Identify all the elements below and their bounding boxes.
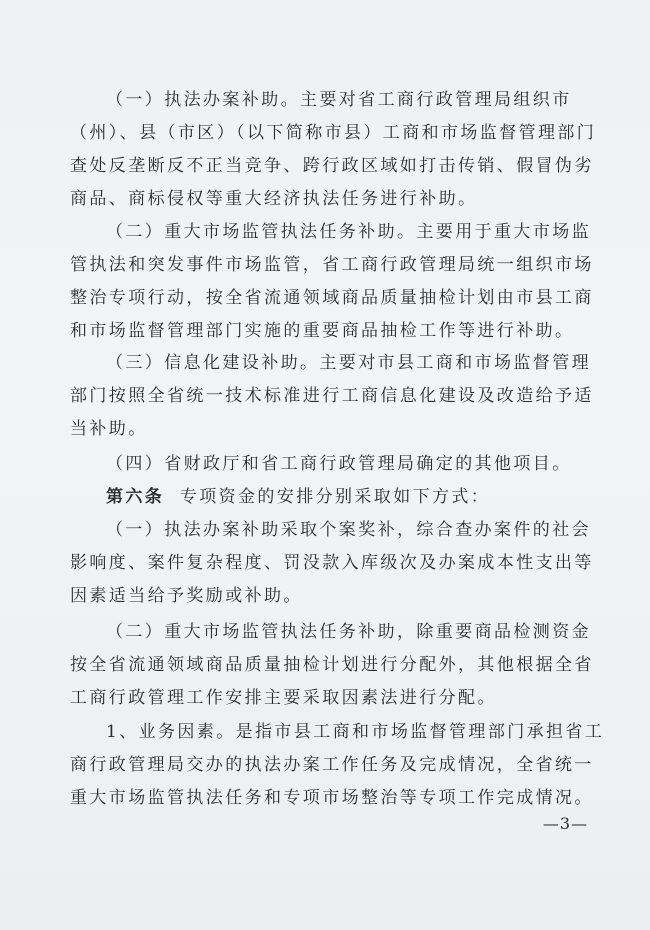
text-line: 当补助。 [70, 419, 148, 439]
paragraph-other-projects [70, 448, 590, 481]
article-six [70, 481, 590, 514]
text-line: （一）执法办案补助。主要对省工商行政管理局组织市 [106, 90, 572, 110]
paragraph-case-reward [70, 514, 594, 613]
text-line: （二）重大市场监管执法任务补助，除重要商品检测资金 [106, 622, 591, 642]
text-line: 管执法和突发事件市场监管，省工商行政管理局统一组织市场 [70, 255, 594, 275]
paragraph-major-market-supervision [70, 216, 594, 348]
text-line: 重大市场监管执法任务和专项市场整治等专项工作完成情况。 [70, 788, 594, 808]
text-line [70, 481, 590, 514]
text-line: 和市场监督管理部门实施的重要商品抽检工作等进行补助。 [70, 321, 575, 341]
text-line: 商行政管理局交办的执法办案工作任务及完成情况，全省统一 [70, 755, 594, 775]
text-line: 查处反垄断反不正当竞争、跨行政区域如打击传销、假冒伪劣 [70, 156, 594, 176]
page-number: —3— [542, 814, 588, 833]
paragraph-business-factor [70, 716, 605, 815]
paragraph-factor-allocation [70, 616, 594, 715]
text-line: （三）信息化建设补助。主要对市县工商和市场监督管理 [106, 353, 591, 373]
article-text: 专项资金的安排分别采取如下方式： [179, 487, 491, 507]
text-line: 1、业务因素。是指市县工商和市场监督管理部门承担省工 [106, 722, 605, 742]
paragraph-enforcement-subsidy [70, 84, 597, 216]
text-line: 整治专项行动，按全省流通领域商品质量抽检计划由市县工商 [70, 288, 594, 308]
text-line: （州）、县（市区）（以下简称市县）工商和市场监督管理部门 [70, 123, 597, 143]
text-line: （一）执法办案补助采取个案奖补，综合查办案件的社会 [106, 520, 591, 540]
text-line: （二）重大市场监管执法任务补助。主要用于重大市场监 [106, 222, 591, 242]
text-line: 部门按照全省统一技术标准进行工商信息化建设及改造给予适 [70, 386, 594, 406]
text-line: 商品、商标侵权等重大经济执法任务进行补助。 [70, 189, 478, 209]
text-line: 工商行政管理工作安排主要采取因素法进行分配。 [70, 688, 497, 708]
article-label: 第六条 [106, 487, 165, 507]
text-line: 按全省流通领域商品质量抽检计划进行分配外，其他根据全省 [70, 655, 594, 675]
text-line: 影响度、案件复杂程度、罚没款入库级次及办案成本性支出等 [70, 553, 594, 573]
paragraph-informatization-subsidy [70, 347, 594, 446]
text-line: 因素适当给予奖励或补助。 [70, 586, 303, 606]
text-line: （四）省财政厅和省工商行政管理局确定的其他项目。 [106, 454, 572, 474]
